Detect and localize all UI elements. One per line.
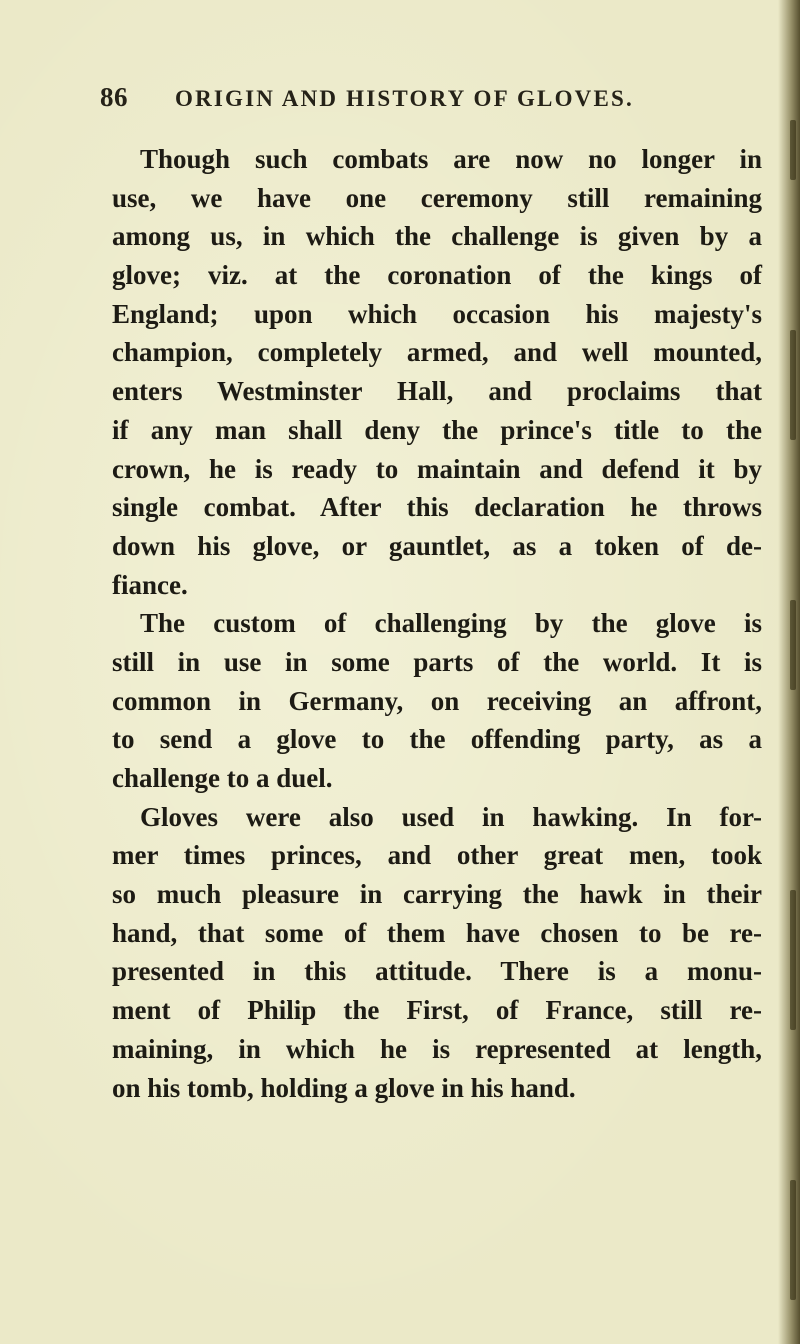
text-line: among us, in which the challenge is given by a	[112, 221, 762, 252]
text-line: use, we have one ceremony still remaining	[112, 182, 762, 213]
page-header	[100, 82, 700, 122]
text-line: Gloves were also used in hawking. In for-	[140, 801, 762, 832]
text-line: ment of Philip the First, of France, still re-	[112, 995, 762, 1026]
text-line: on his tomb, holding a glove in his hand.	[112, 1072, 576, 1103]
text-line: champion, completely armed, and well mounted,	[112, 337, 762, 368]
text-line: challenge to a duel.	[112, 763, 333, 793]
text-line: Though such combats are now no longer in	[140, 144, 762, 174]
page-edge-mark	[790, 890, 796, 1030]
text-line: still in use in some parts of the world. It is	[112, 646, 762, 677]
text-line: hand, that some of them have chosen to be re-	[112, 917, 762, 948]
page-edge-mark	[790, 1180, 796, 1300]
page-edge-mark	[790, 120, 796, 180]
text-line: if any man shall deny the prince's title to the	[112, 414, 762, 445]
text-line: presented in this attitude. There is a monu-	[112, 956, 762, 987]
page-edge-shadow	[778, 0, 800, 1344]
text-line: enters Westminster Hall, and proclaims that	[112, 376, 762, 407]
text-line: single combat. After this declaration he throws	[112, 492, 762, 523]
text-line: mer times princes, and other great men, took	[112, 840, 762, 871]
page-edge-mark	[790, 600, 796, 690]
page-number: 86	[100, 82, 128, 112]
text-line: common in Germany, on receiving an affront,	[112, 685, 762, 716]
page-edge-mark	[790, 330, 796, 440]
text-line: so much pleasure in carrying the hawk in their	[112, 879, 762, 910]
text-line: crown, he is ready to maintain and defend it by	[112, 453, 762, 484]
text-line: maining, in which he is represented at length,	[112, 1033, 762, 1064]
text-line: to send a glove to the offending party, as a	[112, 724, 762, 755]
text-line: glove; viz. at the coronation of the kings of	[112, 260, 762, 291]
text-line: down his glove, or gauntlet, as a token of de-	[112, 530, 762, 561]
text-line: fiance.	[112, 569, 188, 600]
text-line: The custom of challenging by the glove is	[140, 608, 762, 639]
running-title: ORIGIN AND HISTORY OF GLOVES.	[175, 86, 634, 111]
body-text	[112, 140, 762, 1107]
text-line: England; upon which occasion his majesty's	[112, 298, 762, 329]
